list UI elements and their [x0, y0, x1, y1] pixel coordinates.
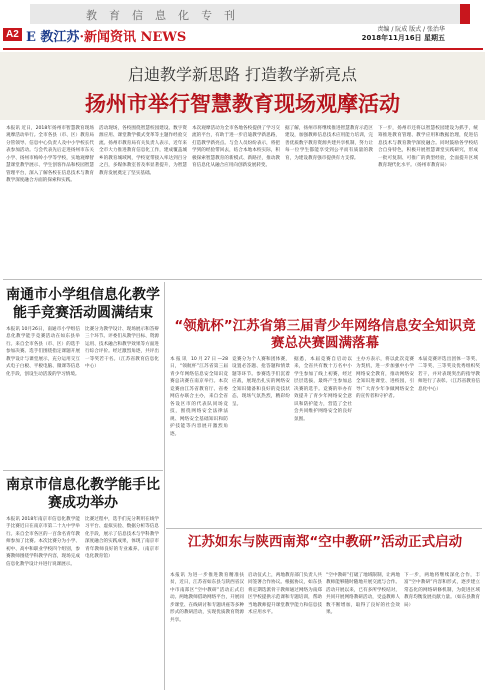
rudong-col-4: 下一步，两地将继续深化合作，丰富“空中教研”内容和形式，逐步建立常态化的网络研修机制，为促进区域教育均衡发展贡献力量。（如东县教育局）	[404, 573, 480, 608]
lingbang-headline: “领航杯”江苏省第三届青少年网络信息安全知识竞赛总决赛圆满落幕	[174, 318, 476, 351]
rudong-col-2: 启动仪式上，两地教育部门负责人共同签署合作协议。根据协议，如东县将定期选派骨干教师通过网络为南郑区学校提供示范课和专题培训，帮助当地教师提升课堂教学能力和信息技术应用水平。	[248, 573, 322, 616]
edition-info	[362, 25, 445, 43]
nantong-headline: 南通市小学组信息化教学能手竞赛活动圆满结束	[6, 287, 160, 321]
masthead-title: 教育信息化专刊	[86, 9, 247, 22]
lead-article-col-3: 本次观摩活动为全市各地各校提供了学习交流的平台，有助于进一步启迪教学新思路，打造教学新亮点。与会人员纷纷表示，将把学到的经验带回去，结合本地本校实际，积极探索智慧教育的新模式、新路径，推动教育信息化从融合应用向创新发展转变。	[192, 126, 280, 169]
lingbang-col-3: 据悉，本届竞赛自启动以来，全省共有数十万名中小学生参加了线上初赛，经过层层选拔，最终产生参加总决赛的选手。竞赛的举办有效提升了青少年网络安全意识和防护能力，营造了全社会共同维护网络安全的良好氛围。	[294, 357, 352, 422]
lead-article-col-4: 据了解，扬州市将继续推进智慧教育示范区建设，加强教师信息技术应用能力培训，完善优质数字教育资源共建共享机制，努力让每一位学生都能享受到公平而有质量的教育，为建设教育强市提供有力支撑。	[285, 126, 373, 161]
section-divider	[3, 279, 482, 280]
masthead	[0, 0, 485, 50]
lead-article-col-5: 下一步，扬州市还将以智慧校园建设为抓手，统筹推进教育管理、教学应用和数据治理，促进信息技术与教育教学深度融合。同时鼓励各学校结合自身特色，积极开展智慧课堂实践研究，形成一批可复制、可推广的典型经验，全面提升区域教育现代化水平。（扬州市教育局）	[378, 126, 478, 169]
lingbang-col-4: 主办方表示，将以此次竞赛为契机，进一步加强中小学网络安全教育，推动网络安全知识进课堂、进校园，引导广大青少年争做网络安全的宣传者和守护者。	[356, 357, 414, 400]
banner-accent	[460, 4, 470, 24]
page-code: A2	[3, 28, 22, 41]
vertical-divider	[164, 282, 165, 690]
lingbang-col-2: 竞赛分为个人赛和团体赛，设置必答题、抢答题和情景题等环节。参赛选手们沉着应战，展现出扎实的网络安全知识储备和良好的竞技状态，现场气氛热烈，精彩纷呈。	[232, 357, 290, 407]
brand-title	[26, 26, 186, 45]
rudong-col-1: 本报讯 为进一步推进教育精准扶贫，近日，江苏省如东县与陕西省汉中市南郑区“空中教研”活动正式启动。两地教师借助网络平台，开展同步课堂、在线研讨和专题讲座等多种形式的教研活动，实现优质教育资源共享。	[170, 573, 244, 623]
nanjing-headline: 南京市信息化教学能手比赛成功举办	[6, 477, 160, 511]
rudong-headline: 江苏如东与陕西南郑“空中教研”活动正式启动	[187, 534, 463, 550]
editors-line: 责编 / 阮成 版式 / 张治华	[377, 26, 445, 33]
right-divider	[166, 528, 482, 529]
lingbang-col-5: 本届竞赛评选出团体一等奖、二等奖、三等奖及优秀组织奖若干，并对表现突出的指导教师进行了表彰。（江苏省教育信息化中心）	[418, 357, 480, 392]
lead-article-col-1: 本报讯 近日，2018年扬州市智慧教育现场观摩活动举行。全市各县（市、区）教育局分管领导、信息中心负责人及中小学校长代表参加活动。与会代表先后走进扬州市东关小学、扬州市梅岭小学等学校，实地观摩智慧课堂教学展示、学生创客作品和校园智慧管理平台，深入了解各校在信息技术与教育教学深度融合方面的探索和实践。	[6, 126, 94, 184]
lead-subtitle: 启迪教学新思路 打造教学新亮点	[127, 65, 358, 84]
left-divider	[3, 470, 163, 471]
brand-main: E 教江苏	[26, 30, 80, 45]
masthead-banner	[30, 4, 470, 24]
rudong-col-3: “空中教研”打破了地域限制，让两地教师能够随时随地开展交流与合作。活动开展以来，已有多所学校结对，共同开展网络教研活动，受益教师人数不断增加，取得了良好的社会效果。	[326, 573, 400, 616]
nanjing-col-1: 本报讯 2018年南京市信息化教学能手比赛近日在南京市第二十九中学举行。来自全市各区的一百余名青年教师参加了比赛。本次比赛分为小学、初中、高中和职业学校四个组别，参赛教师围绕学科教学内容，现场完成信息化教学设计并进行说课展示。	[6, 517, 80, 567]
lead-headline-band	[0, 52, 485, 120]
nantong-col-1: 本报讯 10月26日，南通市小学组信息化教学能手竞赛活动在如东县举行。来自全市各县（市、区）的选手参加决赛。选手们围绕指定课题开展教学设计与课堂展示，充分运用交互式电子白板、平板电脑、微课等信息化手段，创设生动活泼的学习情境。	[6, 327, 80, 377]
lead-title: 扬州市举行智慧教育现场观摩活动	[85, 92, 400, 116]
nanjing-col-2: 比赛过程中，选手们充分利用在线学习平台、虚拟实验、数据分析等信息化手段，展示了信息技术与学科教学深度融合的实践成果，体现了南京市青年教师良好的专业素养。（南京市电化教育馆）	[85, 517, 159, 560]
masthead-rule	[3, 48, 483, 50]
lead-article-col-2: 活动现场，各校围绕智慧校园建设、数字资源应用、课堂教学模式变革等主题作经验交流。扬州市教育局有关负责人表示，近年来全市大力推进教育信息化工作，建成覆盖城乡的教育城域网，学校宽带接入率达到百分之百，多媒体教室普及率显著提升，为智慧教育发展奠定了坚实基础。	[99, 126, 187, 176]
issue-date: 2018年11月16日 星期五	[361, 34, 445, 42]
nantong-col-2: 比赛分为教学设计、现场展示和答辩三个环节。评委们从教学目标、资源运用、技术融合和教学效果等方面进行综合评价。经过激烈角逐，共评出一等奖若干名。（江苏省教育信息化中心）	[85, 327, 159, 370]
lingbang-col-1: 本报讯 10月27日—28日，“领航杯”江苏省第三届青少年网络信息安全知识竞赛总决赛在南京举行。本次竞赛由江苏省教育厅、省委网信办联合主办，来自全省各设区市的代表队同场竞技，围绕网络安全法律法规、网络安全基础知识和防护技能等内容展开激烈角逐。	[170, 357, 228, 437]
brand-subtitle: ·新闻资讯 NEWS	[79, 30, 187, 45]
